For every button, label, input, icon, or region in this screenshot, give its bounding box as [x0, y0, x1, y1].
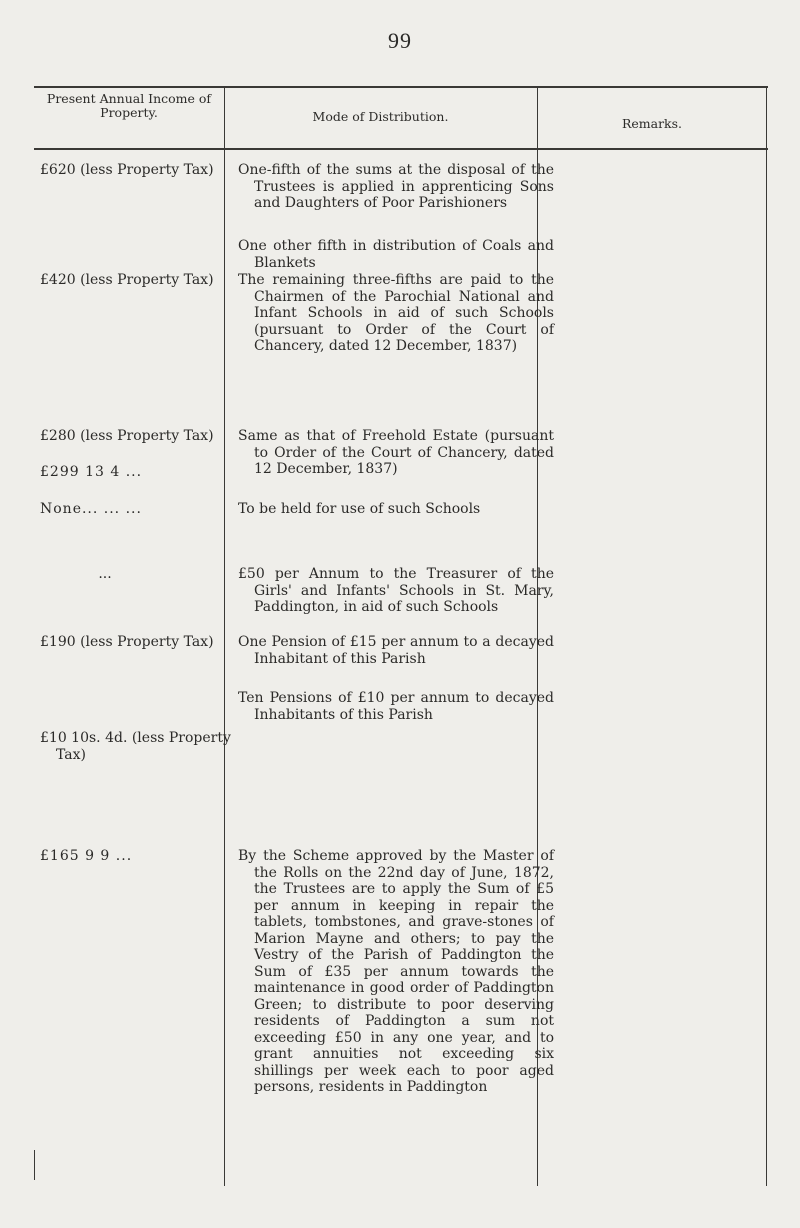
income-entry: £10 10s. 4d. (less Property Tax)	[40, 730, 231, 763]
header-distribution: Mode of Distribution.	[312, 109, 449, 124]
distribution-entry: The remaining three-fifths are paid to the Chairmen of the Parochial National and Infant Schools in aid of such Schools (pursuant to Order of the Court of Chancery, dated 12 December, 1837)	[238, 272, 554, 354]
income-entry: £280 (less Property Tax)	[40, 428, 214, 444]
distribution-entry: One Pension of £15 per annum to a decayed Inhabitant of this Parish	[238, 634, 554, 667]
income-entry: None... ... ...	[40, 501, 142, 517]
page-number: 99	[388, 28, 412, 53]
column-divider-left	[34, 1150, 35, 1180]
income-entry: £299 13 4 ...	[40, 464, 143, 480]
distribution-entry: Same as that of Freehold Estate (pursuant to Order of the Court of Chancery, dated 12 December, 1837)	[238, 428, 554, 477]
income-entry: £420 (less Property Tax)	[40, 272, 214, 288]
table-top-rule	[34, 86, 768, 88]
distribution-entry: £50 per Annum to the Treasurer of the Girls' and Infants' Schools in St. Mary, Paddington, in aid of such Schools	[238, 566, 554, 615]
header-remarks: Remarks.	[621, 116, 683, 131]
income-entry: ...	[98, 566, 112, 582]
distribution-entry: By the Scheme approved by the Master of the Rolls on the 22nd day of June, 1872, the Trustees are to apply the Sum of £5 per annum in keeping in repair the tablets, tombstones, and grave-stones of Marion Mayne and others; to pay the Vestry of the Parish of Paddington the Sum of £35 per annum towards the maintenance in good order of Paddington Green; to distribute to poor deserving residents of Paddington a sum not exceeding £50 in any one year, and to grant annuities not exceeding six shillings per week each to poor aged persons, residents in Paddington	[238, 848, 554, 1095]
distribution-entry: Ten Pensions of £10 per annum to decayed Inhabitants of this Parish	[238, 690, 554, 723]
income-entry: £190 (less Property Tax)	[40, 634, 214, 650]
distribution-entry: One-fifth of the sums at the disposal of the Trustees is applied in apprenticing Sons and Daughters of Poor Parishioners	[238, 162, 554, 211]
distribution-entry: To be held for use of such Schools	[238, 501, 481, 517]
income-entry: £165 9 9 ...	[40, 848, 133, 864]
income-entry: £620 (less Property Tax)	[40, 162, 214, 178]
header-bottom-rule	[34, 148, 768, 150]
column-divider-right	[766, 86, 767, 1186]
header-income: Present Annual Income of Property.	[46, 91, 212, 120]
distribution-entry: One other fifth in distribution of Coals and Blankets	[238, 238, 554, 271]
